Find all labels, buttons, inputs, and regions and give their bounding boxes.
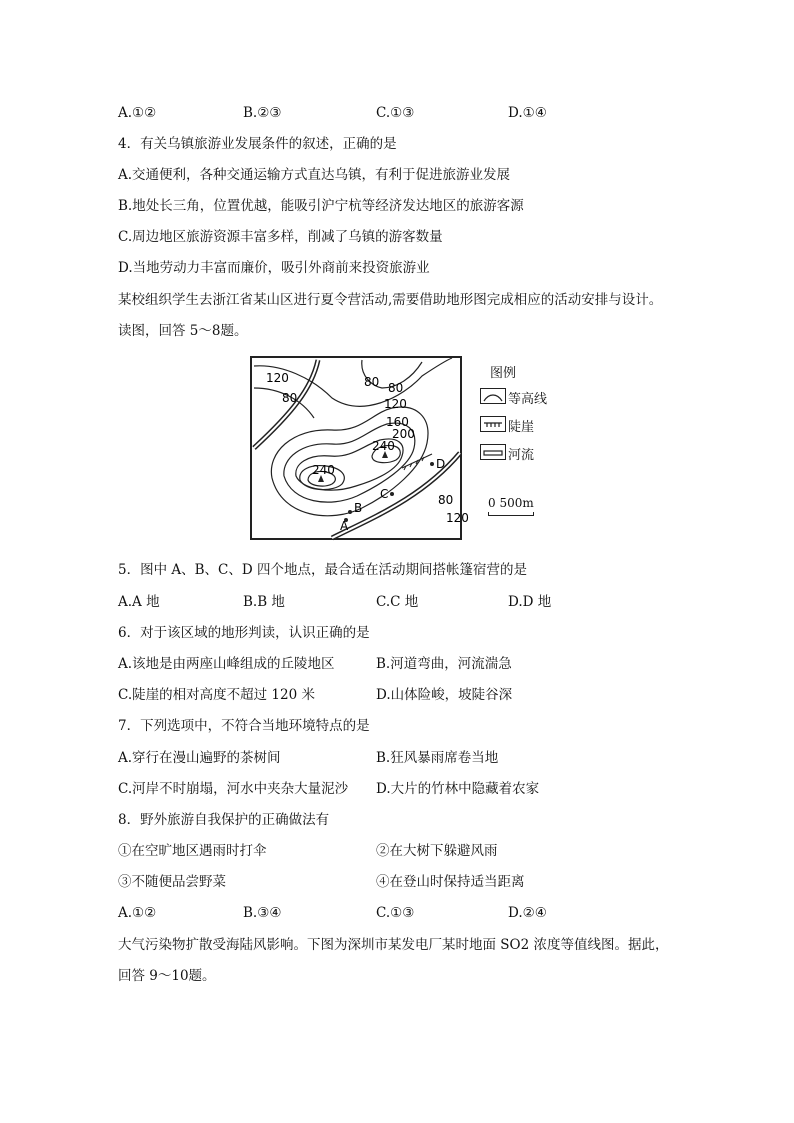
- q6-stem: 6．对于该区域的地形判读，认识正确的是: [118, 625, 370, 641]
- q3-option-d: D.①④: [508, 105, 547, 121]
- contour-legend-icon: [480, 388, 506, 404]
- q5-option-d: D.D 地: [508, 594, 552, 610]
- q8-item-4: ④在登山时保持适当距离: [376, 874, 525, 890]
- q7-options-row2: [118, 780, 678, 798]
- q5-option-b: B.B 地: [243, 594, 285, 610]
- q3-options: [118, 104, 678, 122]
- q7-option-a: A.穿行在漫山遍野的茶树间: [118, 750, 281, 766]
- contour-map-drawing: [252, 358, 469, 538]
- q8-item-1: ①在空旷地区遇雨时打伞: [118, 843, 267, 859]
- q4-option-b: B.地处长三角，位置优越，能吸引沪宁杭等经济发达地区的旅游客源: [118, 198, 524, 214]
- legend-label-river: 河流: [508, 448, 535, 463]
- scale-bar: [488, 512, 534, 516]
- q3-option-b: B.②③: [243, 105, 282, 121]
- q6-option-a: A.该地是由两座山峰组成的丘陵地区: [118, 656, 335, 672]
- q5-stem: 5．图中 A、B、C、D 四个地点，最合适在活动期间搭帐篷宿营的是: [118, 562, 527, 578]
- q8-option-c: C.①③: [376, 905, 415, 921]
- q8-item-2: ②在大树下躲避风雨: [376, 843, 498, 859]
- legend-label-contour: 等高线: [508, 392, 548, 407]
- legend-item-contour: [478, 388, 568, 408]
- contour-map: [250, 356, 469, 540]
- contour-label: 120: [384, 397, 407, 411]
- point-b-dot: [348, 510, 352, 514]
- q8-items-row1: [118, 842, 678, 860]
- contour-label: 240: [312, 463, 335, 477]
- q6-options-row2: [118, 686, 678, 704]
- intro-5-8-line2: 读图，回答 5～8题。: [118, 323, 248, 339]
- contour-label: 80: [282, 391, 298, 405]
- q7-option-b: B.狂风暴雨席卷当地: [376, 750, 499, 766]
- q6-option-c: C.陡崖的相对高度不超过 120 米: [118, 687, 315, 703]
- contour-map-figure: [250, 356, 550, 544]
- q8-items-row2: [118, 873, 678, 891]
- point-c-dot: [390, 492, 394, 496]
- q8-item-3: ③不随便品尝野菜: [118, 874, 226, 890]
- q6-options-row1: [118, 655, 678, 673]
- q3-option-c: C.①③: [376, 105, 415, 121]
- q5-option-a: A.A 地: [118, 594, 160, 610]
- intro-5-8-line1: 某校组织学生去浙江省某山区进行夏令营活动,需要借助地形图完成相应的活动安排与设计。: [118, 292, 663, 308]
- q8-stem: 8．野外旅游自我保护的正确做法有: [118, 812, 330, 828]
- q5-options: [118, 593, 678, 611]
- q8-option-b: B.③④: [243, 905, 282, 921]
- legend-item-river: [478, 444, 568, 464]
- legend-title: 图例: [490, 366, 517, 381]
- point-d-dot: [430, 462, 434, 466]
- q8-option-d: D.②④: [508, 905, 547, 921]
- point-label-a: A: [340, 519, 349, 533]
- intro-9-10-line1: 大气污染物扩散受海陆风影响。下图为深圳市某发电厂某时地面 SO2 浓度等值线图。据此，: [118, 937, 669, 953]
- q4-option-a: A.交通便利，各种交通运输方式直达乌镇，有利于促进旅游业发展: [118, 167, 511, 183]
- q8-option-a: A.①②: [118, 905, 157, 921]
- contour-label: 160: [386, 415, 409, 429]
- q4-option-c: C.周边地区旅游资源丰富多样，削减了乌镇的游客数量: [118, 229, 443, 245]
- q6-option-b: B.河道弯曲，河流湍急: [376, 656, 512, 672]
- cliff-legend-icon: [480, 416, 506, 432]
- point-label-c: C: [380, 487, 389, 501]
- point-label-b: B: [354, 501, 363, 515]
- contour-label: 120: [446, 511, 469, 525]
- q4-stem: 4．有关乌镇旅游业发展条件的叙述，正确的是: [118, 136, 397, 152]
- legend-item-cliff: [478, 416, 568, 436]
- q8-options: [118, 904, 678, 922]
- q7-options-row1: [118, 749, 678, 767]
- q7-option-d: D.大片的竹林中隐藏着农家: [376, 781, 540, 797]
- contour-label: 200: [392, 427, 415, 441]
- q4-option-d: D.当地劳动力丰富而廉价，吸引外商前来投资旅游业: [118, 260, 430, 276]
- q6-option-d: D.山体险峻，坡陡谷深: [376, 687, 513, 703]
- river-legend-icon: [480, 444, 506, 460]
- point-label-d: D: [436, 457, 446, 471]
- contour-label: 80: [438, 493, 454, 507]
- q3-option-a: A.①②: [118, 105, 157, 121]
- contour-label: 80: [364, 375, 380, 389]
- q7-option-c: C.河岸不时崩塌，河水中夹杂大量泥沙: [118, 781, 349, 797]
- scale-label: 0 500m: [488, 496, 534, 510]
- legend-label-cliff: 陡崖: [508, 420, 535, 435]
- contour-label: 120: [266, 371, 289, 385]
- q7-stem: 7．下列选项中，不符合当地环境特点的是: [118, 718, 370, 734]
- contour-label: 240: [372, 439, 395, 453]
- intro-9-10-line2: 回答 9～10题。: [118, 968, 216, 984]
- contour-label: 80: [388, 381, 404, 395]
- q5-option-c: C.C 地: [376, 594, 419, 610]
